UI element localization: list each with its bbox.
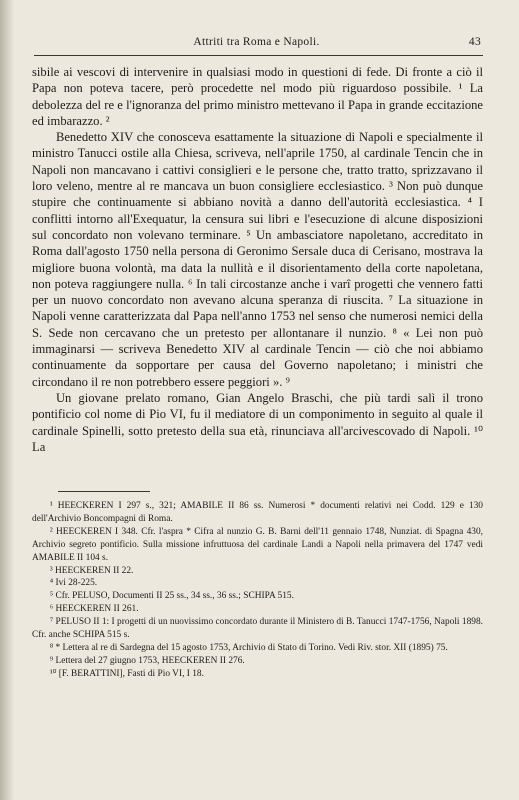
- footnote: ³ HEECKEREN II 22.: [49, 565, 134, 576]
- footnote: ⁸ * Lettera al re di Sardegna del 15 agosto 1753, Archivio di Stato di Torino. Vedi Riv. stor. XII (1895) 75.: [49, 642, 448, 653]
- footnote-rule: [58, 491, 150, 492]
- running-head: [32, 36, 481, 54]
- header-rule: [34, 55, 483, 56]
- paragraph: Un giovane prelato romano, Gian Angelo Braschi, che più tardi salì il trono pontificio col nome di Pio VI, fu il mediatore di un componimento in seguito al quale il cardinale Spinelli, sotto pretesto della sua età, rinunciava all'arcivescovado di Napoli. ¹⁰ La: [32, 390, 483, 454]
- footnotes: [32, 500, 483, 681]
- footnote: ⁹ Lettera del 27 giugno 1753, HEECKEREN II 276.: [49, 655, 245, 666]
- footnote: ¹ HEECKEREN I 297 s., 321; AMABILE II 86 ss. Numerosi * documenti relativi nei Codd. 129 e 130 dell'Archivio Boncompagni di Roma.: [32, 501, 483, 524]
- footnote: ² HEECKEREN I 348. Cfr. l'aspra * Cifra al nunzio G. B. Barni dell'11 gennaio 1748, Nunziat. di Spagna 430, Archivio segreto pontificio. Sulla missione infruttuosa del cardinale Landi a Napoli nella primavera del 1747 vedi AMABILE II 104 s.: [32, 526, 483, 563]
- paragraph: Benedetto XIV che conosceva esattamente la situazione di Napoli e specialmente il ministro Tanucci ostile alla Chiesa, scriveva, nell'aprile 1750, al cardinale Tencin che in Napoli non mancavano i cattivi consiglieri e le persone che, tratto tratto, sprizzavano il loro veleno, mentre al re mancava un buon consigliere ecclesiastico. ³ Non può dunque stupire che continuamente si abbiano novità a danno dell'autorità ecclesiastica. ⁴ I conflitti intorno all'Exequatur, la censura sui libri e l'esecuzione di alcune disposizioni sul concordato non volevano terminare. ⁵ Un ambasciatore napoletano, accreditato in Roma dall'agosto 1750 nella persona di Geronimo Sersale duca di Cerisano, mostrava la migliore buona volontà, ma data la nullità e il disorientamento della corte napoletana, non poteva raggiungere nulla. ⁶ In tali circostanze anche i varî progetti che vennero fatti per un nuovo concordato non avevano alcuna speranza di riuscita. ⁷ La situazione in Napoli venne caratterizzata dal Papa nell'anno 1753 nel senso che numerosi nemici della S. Sede non cercavano che un pretesto per allontanare il nunzio. ⁸ « Lei non può immaginarsi — scriveva Benedetto XIV al cardinale Tencin — ciò che noi abbiamo continuamente da sopportare per causa del Governo napoletano; i ministri che circondano il re non potrebbero essere peggiori ». ⁹: [32, 130, 483, 389]
- footnote: ⁶ HEECKEREN II 261.: [49, 604, 139, 615]
- footnote: ¹⁰ [F. BERATTINI], Fasti di Pio VI, I 18.: [49, 668, 204, 679]
- paragraph-continued: sibile ai vescovi di intervenire in qualsiasi modo in questioni di fede. Di fronte a ciò il Papa non poteva tacere, però procedette nel modo più riguardoso possibile. ¹ La debolezza del re e l'ignoranza del primo ministro mettevano il Papa in grande eccitazione ed imbarazzo. ²: [32, 65, 483, 128]
- footnote: ⁵ Cfr. PELUSO, Documenti II 25 ss., 34 ss., 36 ss.; SCHIPA 515.: [49, 591, 294, 602]
- running-title: Attriti tra Roma e Napoli.: [193, 36, 320, 48]
- footnote: ⁴ Ivi 28-225.: [49, 578, 98, 589]
- page-number: 43: [468, 36, 481, 48]
- main-text: [32, 64, 483, 455]
- binding-shadow: [0, 0, 14, 800]
- footnote: ⁷ PELUSO II 1: I progetti di un nuovissimo concordato durante il Ministero di B. Tanucci 1747-1756, Napoli 1898. Cfr. anche SCHIPA 515 s.: [32, 617, 483, 641]
